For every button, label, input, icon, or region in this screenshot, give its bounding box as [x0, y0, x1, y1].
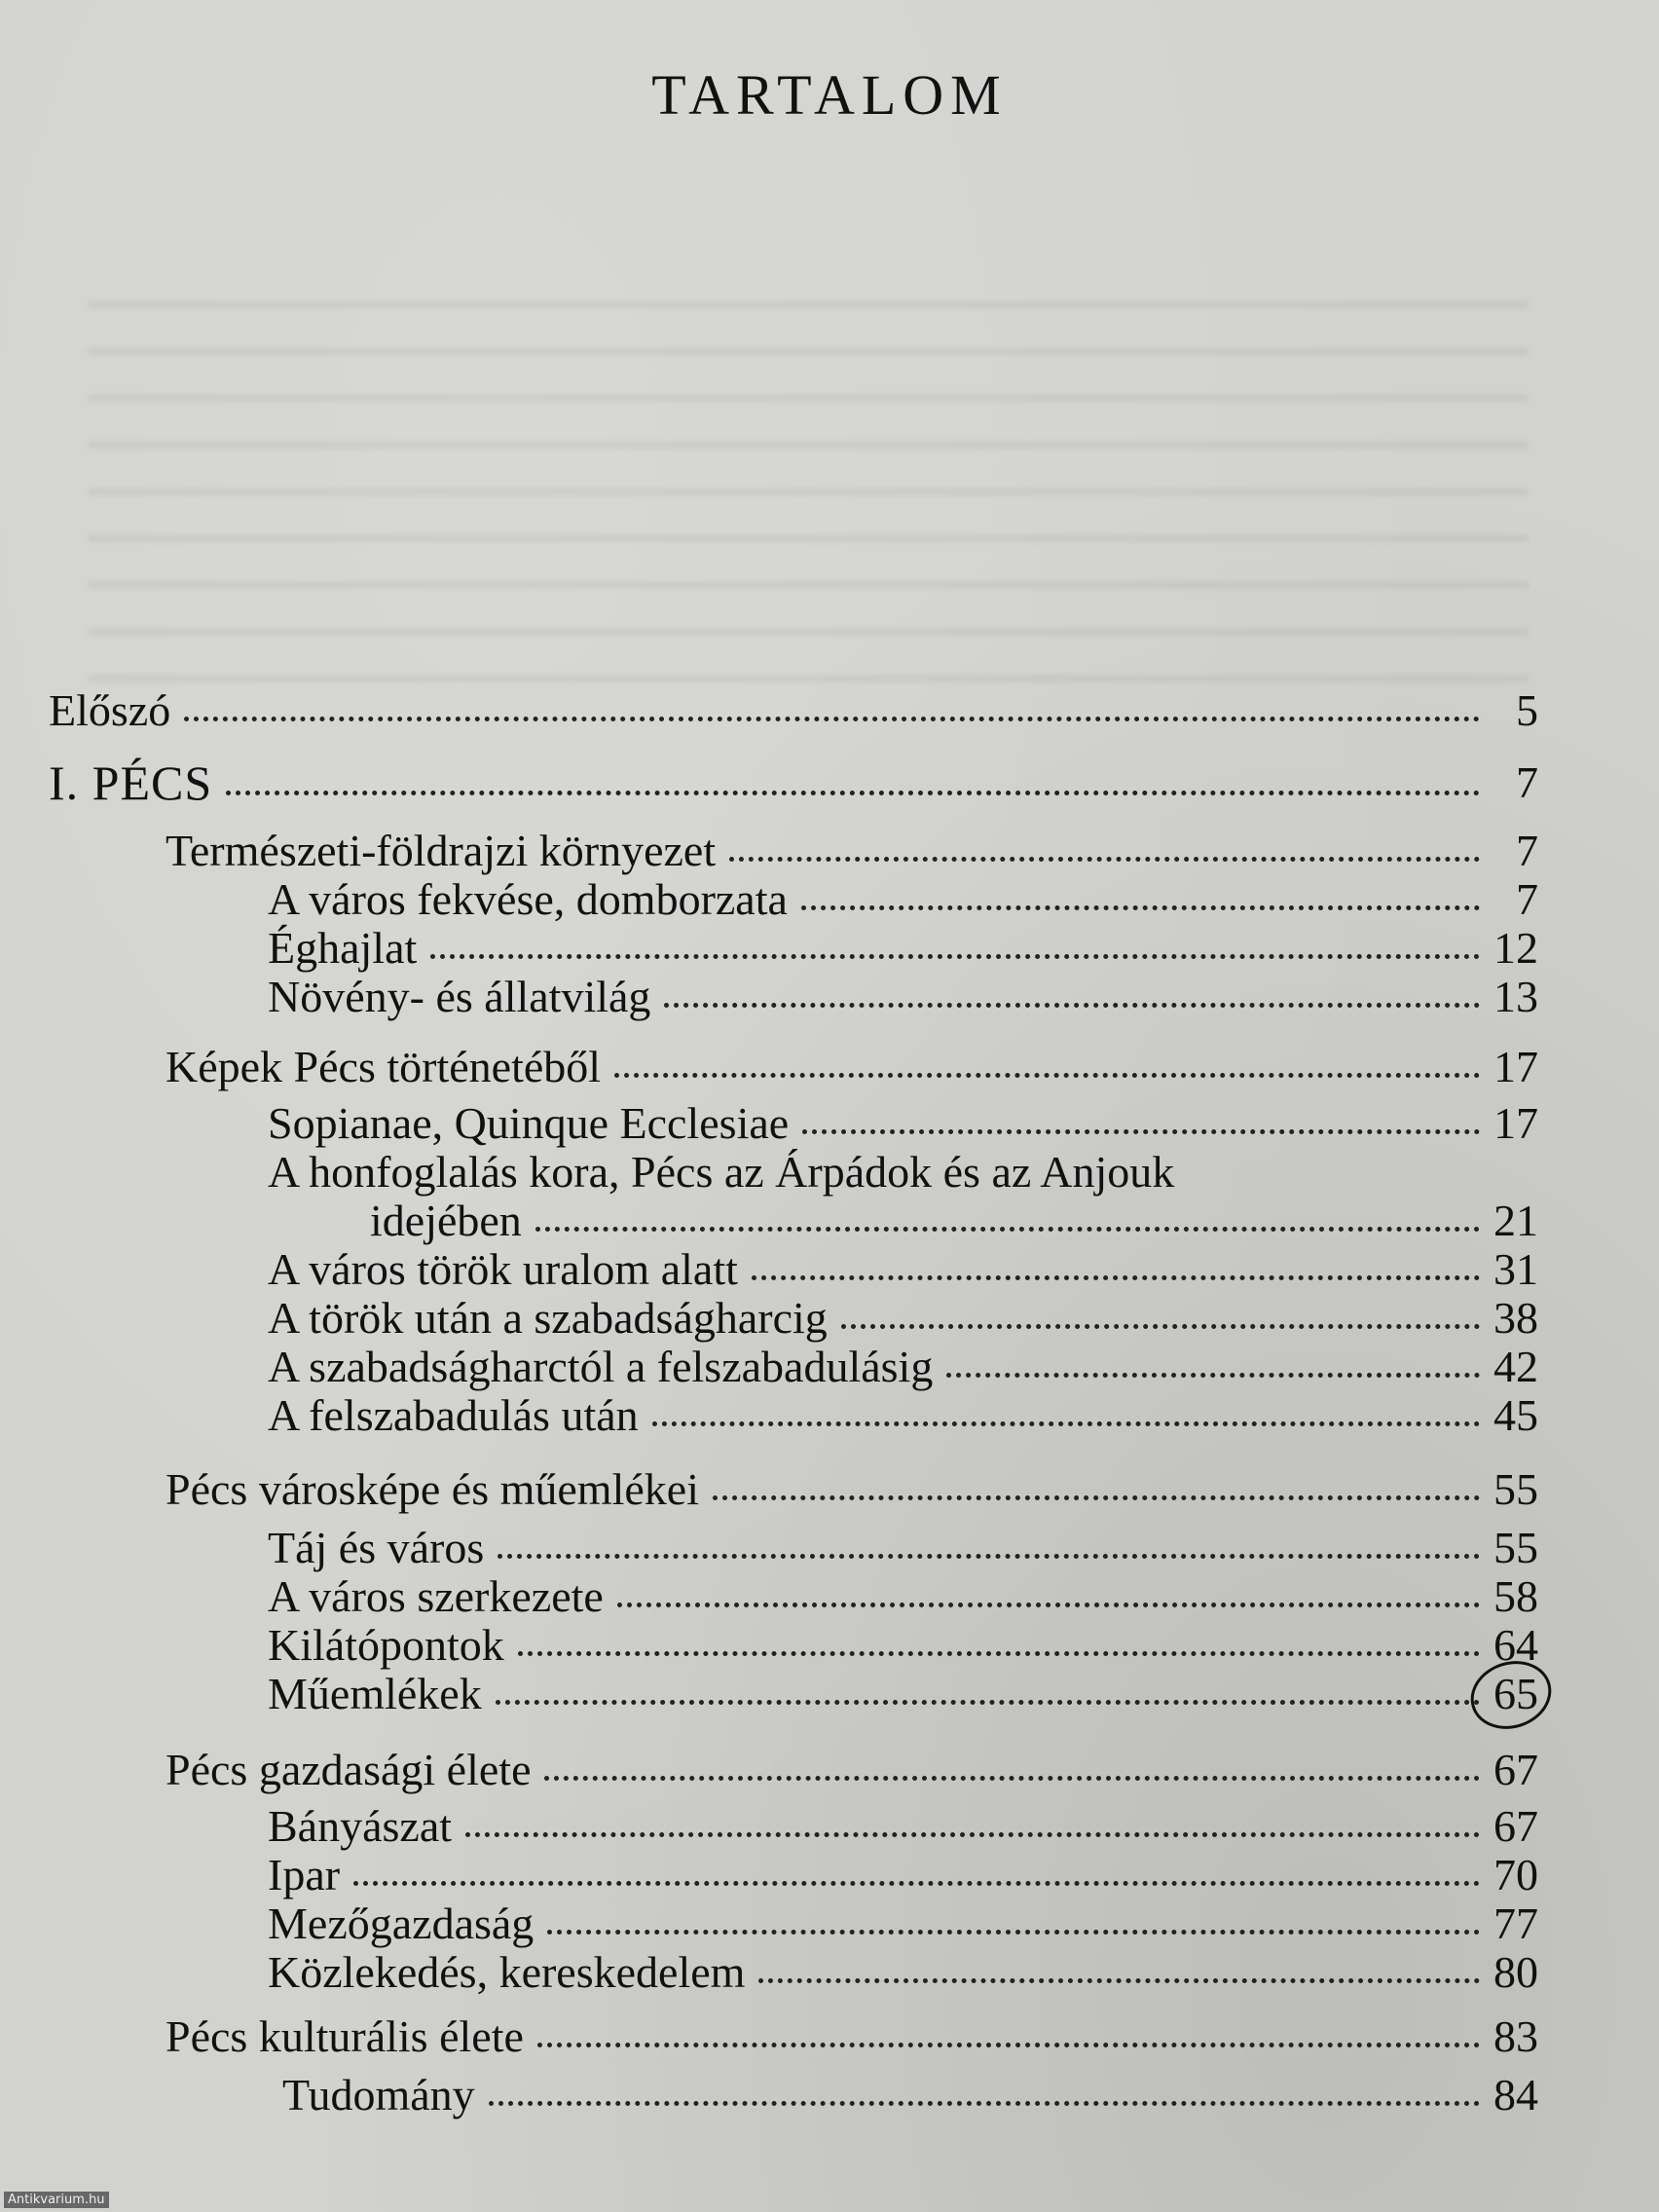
toc-page-number: 80 [1493, 1947, 1538, 1997]
dot-leader [547, 1930, 1480, 1935]
toc-page-number: 13 [1493, 972, 1538, 1021]
dot-leader [713, 1495, 1480, 1500]
toc-entry-chapter [49, 1465, 1538, 1514]
toc-entry-section [49, 924, 1538, 973]
toc-entry-section [49, 1802, 1538, 1851]
toc-page-number: 45 [1493, 1390, 1538, 1440]
toc-entry-label: Sopianae, Quinque Ecclesiae [268, 1098, 790, 1148]
toc-entry-section [49, 1572, 1538, 1621]
toc-entry-section [49, 973, 1538, 1021]
toc-page-number: 12 [1493, 923, 1538, 973]
toc-entry-label: Műemlékek [268, 1669, 482, 1718]
page-title: TARTALOM [651, 63, 1008, 127]
toc-entry-label: Éghajlat [268, 923, 418, 973]
dot-leader [489, 2101, 1480, 2106]
toc-entry-label: A török után a szabadságharcig [268, 1293, 828, 1343]
dot-leader [353, 1881, 1480, 1886]
toc-page-number: 17 [1493, 1042, 1538, 1091]
toc-entry-label: Mezőgazdaság [268, 1899, 535, 1948]
toc-page-number: 7 [1516, 757, 1538, 807]
toc-entry-label: A felszabadulás után [268, 1390, 639, 1440]
toc-entry-section [49, 1621, 1538, 1670]
dot-leader [802, 1129, 1480, 1134]
toc-page-number: 38 [1493, 1293, 1538, 1343]
dot-leader [430, 954, 1480, 959]
toc-entry-section [49, 1670, 1538, 1718]
toc-entry-label: Táj és város [268, 1523, 485, 1572]
toc-page-number: 55 [1493, 1523, 1538, 1572]
toc-page-number: 65 [1493, 1669, 1538, 1718]
toc-entry-label: A város török uralom alatt [268, 1244, 738, 1294]
toc-page-number: 7 [1516, 874, 1538, 924]
dot-leader [544, 1776, 1480, 1781]
toc-entry-section [49, 1899, 1538, 1948]
dot-leader [537, 2043, 1480, 2047]
toc-page-number: 55 [1493, 1464, 1538, 1514]
dot-leader [614, 1073, 1480, 1078]
toc-entry-label: Pécs városképe és műemlékei [166, 1464, 699, 1514]
dot-leader [496, 1700, 1480, 1705]
dot-leader [226, 791, 1480, 795]
toc-entry-label: Pécs kulturális élete [166, 2011, 524, 2061]
toc-page-number: 58 [1493, 1571, 1538, 1621]
toc-page-number: 31 [1493, 1244, 1538, 1294]
toc-entry-chapter [49, 2012, 1538, 2061]
toc-entry-label: Ipar [268, 1850, 341, 1899]
dot-leader [498, 1554, 1480, 1559]
toc-entry-section [49, 1343, 1538, 1391]
dot-leader [664, 1003, 1480, 1008]
toc-page-number: 5 [1516, 685, 1538, 735]
toc-entry-section-continuation [49, 1197, 1538, 1245]
toc-entry-section [49, 1851, 1538, 1899]
toc-entry-section [49, 1099, 1538, 1148]
toc-page-number: 67 [1493, 1745, 1538, 1794]
toc-entry-section [49, 1524, 1538, 1572]
dot-leader [752, 1275, 1480, 1280]
toc-page-number: 17 [1493, 1098, 1538, 1148]
toc-page-number: 7 [1516, 826, 1538, 875]
toc-page-number: 67 [1493, 1801, 1538, 1851]
toc-entry-part-pecs [49, 756, 1538, 810]
dot-leader [729, 857, 1480, 862]
dot-leader [465, 1832, 1480, 1837]
toc-entry-label: Természeti-földrajzi környezet [166, 826, 717, 875]
toc-entry-section-first-line [49, 1148, 1538, 1197]
toc-entry-label: A város szerkezete [268, 1571, 604, 1621]
toc-entry-section [49, 1391, 1538, 1440]
toc-entry-label: Kilátópontok [268, 1620, 504, 1670]
toc-entry-section [49, 1245, 1538, 1294]
watermark: Antikvarium.hu [4, 2192, 109, 2208]
toc-entry-label: A szabadságharctól a felszabadulásig [268, 1342, 934, 1391]
toc-page-number: 21 [1493, 1196, 1538, 1245]
dot-leader [841, 1324, 1480, 1329]
toc-entry-label: Növény- és állatvilág [268, 972, 651, 1021]
table-of-contents [49, 686, 1538, 2120]
toc-page-number: 83 [1493, 2011, 1538, 2061]
toc-entry-section [49, 1294, 1538, 1343]
toc-entry-section [49, 1948, 1538, 1997]
toc-entry-label: Bányászat [268, 1801, 453, 1851]
dot-leader [535, 1227, 1480, 1232]
dot-leader [946, 1373, 1480, 1378]
toc-page-number: 77 [1493, 1899, 1538, 1948]
toc-entry-label: A város fekvése, domborzata [268, 874, 788, 924]
dot-leader [758, 1978, 1480, 1983]
toc-entry-label: Képek Pécs történetéből [166, 1042, 602, 1091]
toc-entry-label: Közlekedés, kereskedelem [268, 1947, 746, 1997]
toc-page-number: 42 [1493, 1342, 1538, 1391]
toc-entry-chapter [49, 827, 1538, 875]
toc-page-number: 64 [1493, 1620, 1538, 1670]
toc-entry-section [49, 2071, 1538, 2120]
dot-leader [184, 717, 1480, 721]
toc-entry-label: Pécs gazdasági élete [166, 1745, 532, 1794]
toc-entry-section [49, 875, 1538, 924]
dot-leader [617, 1603, 1480, 1607]
toc-entry-chapter [49, 1043, 1538, 1091]
toc-entry-label: Tudomány [282, 2070, 475, 2120]
dot-leader [801, 905, 1480, 910]
dot-leader [652, 1421, 1480, 1426]
toc-entry-label: Előszó [49, 685, 171, 735]
bleed-through-texture [88, 292, 1529, 682]
toc-page-number: 84 [1493, 2070, 1538, 2120]
toc-page-number: 70 [1493, 1850, 1538, 1899]
toc-entry-chapter [49, 1746, 1538, 1794]
toc-entry-label: A honfoglalás kora, Pécs az Árpádok és az Anjouk [268, 1147, 1175, 1197]
dot-leader [518, 1651, 1480, 1656]
toc-entry-eloszo [49, 686, 1538, 735]
toc-entry-label-continuation: idejében [370, 1196, 522, 1245]
toc-entry-label: I. PÉCS [49, 756, 213, 810]
